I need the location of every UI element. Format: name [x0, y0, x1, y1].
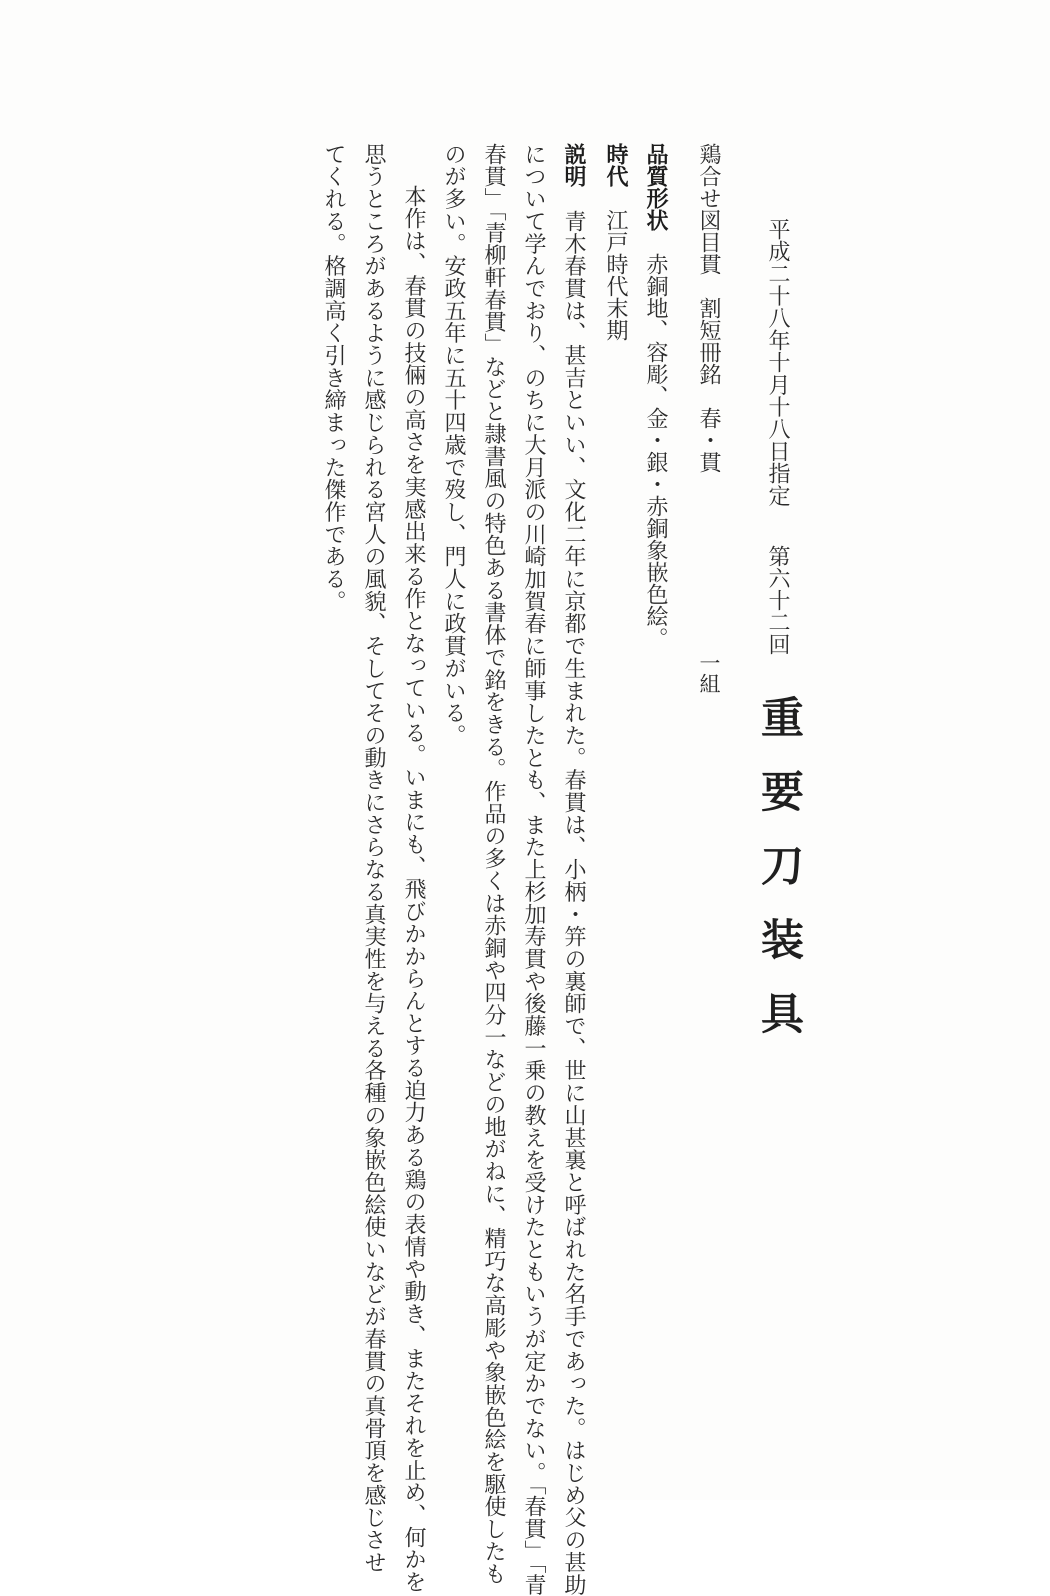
description-line-2: について学んでおり、のちに大月派の川崎加賀春に師事したとも、また上杉加寿貫や後藤一乗の教えを受けたともいうが定かでない。「春貫」「青 [521, 143, 546, 1596]
period-label: 時代 [603, 143, 628, 187]
quality-field [644, 143, 666, 649]
category-title: 重要刀装具 [754, 695, 804, 1065]
description-line-6: 思うところがあるように感じられる宮人の風貌、そしてその動きにさらなる真実性を与える各種の象嵌色絵使いなどが春貫の真骨頂を感じさせ [361, 143, 386, 1574]
description-line-4: のが多い。安政五年に五十四歳で歿し、門人に政貫がいる。 [441, 143, 466, 747]
description-line-1 [562, 143, 584, 1596]
quality-label: 品質形状 [643, 143, 668, 231]
period-value: 江戸時代末期 [603, 209, 628, 341]
item-title: 鶏合せ図目貫 割短冊銘 春・貫 [696, 143, 721, 473]
session-number: 第六十二回 [765, 545, 790, 655]
quality-value: 赤銅地、容彫、金・銀・赤銅象嵌色絵。 [643, 253, 668, 649]
field-gap [561, 188, 586, 210]
description-line-7: てくれる。格調高く引き締まった傑作である。 [321, 143, 346, 613]
description-line-3: 春貫」「青柳軒春貫」などと隷書風の特色ある書体で銘をきる。作品の多くは赤銅や四分一などの地がねに、精巧な高彫や象嵌色絵を駆使したも [481, 143, 506, 1585]
description-label: 説明 [561, 143, 586, 188]
period-field [604, 143, 626, 341]
description-text-1: 青木春貫は、甚吉といい、文化二年に京都で生まれた。春貫は、小柄・笄の裏師で、世に山甚裏と呼ばれた名手であった。はじめ父の甚助 [561, 210, 586, 1596]
item-count: 一組 [697, 652, 721, 694]
designation-date: 平成二十八年十月十八日指定 [765, 218, 790, 507]
field-gap [603, 187, 628, 209]
description-line-5: 本作は、春貫の技倆の高さを実感出来る作となっている。いまにも、飛びかからんとする迫力ある鶏の表情や動き、またそれを止め、何かを [401, 185, 426, 1594]
field-gap [643, 231, 668, 253]
